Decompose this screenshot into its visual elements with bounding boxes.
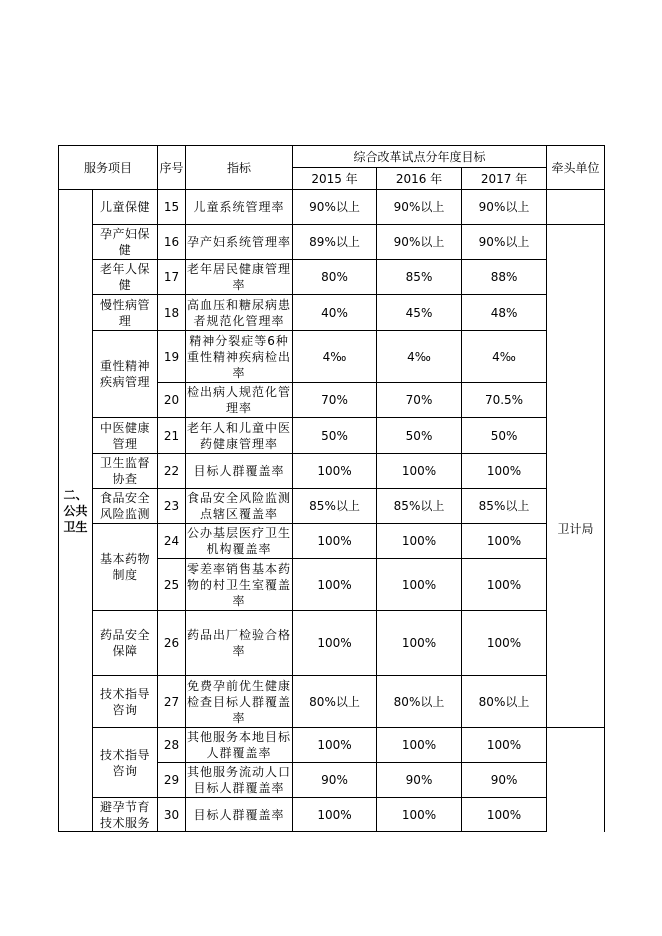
value-cell: 89%以上 bbox=[293, 225, 377, 260]
category-cell: 二、公共卫生 bbox=[59, 190, 93, 832]
table-row bbox=[59, 524, 605, 559]
value-cell: 100% bbox=[377, 611, 462, 676]
value-cell: 100% bbox=[293, 454, 377, 489]
value-cell: 40% bbox=[293, 295, 377, 331]
dept-cell-empty bbox=[547, 190, 605, 225]
sub-item-cell: 药品安全保障 bbox=[93, 611, 158, 676]
dept-cell-empty bbox=[547, 260, 605, 295]
value-cell: 100% bbox=[377, 559, 462, 611]
value-cell: 4‰ bbox=[377, 331, 462, 383]
indicator-cell: 零差率销售基本药物的村卫生室覆盖率 bbox=[186, 559, 293, 611]
sub-item-cell: 技术指导咨询 bbox=[93, 676, 158, 728]
seq-cell: 23 bbox=[158, 489, 186, 524]
seq-cell: 16 bbox=[158, 225, 186, 260]
header-seq: 序号 bbox=[158, 146, 186, 190]
header-service-item: 服务项目 bbox=[59, 146, 158, 190]
value-cell: 100% bbox=[293, 611, 377, 676]
sub-item-cell: 儿童保健 bbox=[93, 190, 158, 225]
header-year-2016: 2016 年 bbox=[377, 168, 462, 190]
value-cell: 90%以上 bbox=[462, 190, 547, 225]
indicator-cell: 精神分裂症等6种重性精神疾病检出率 bbox=[186, 331, 293, 383]
table-row bbox=[59, 611, 605, 676]
dept-cell-empty bbox=[547, 225, 605, 260]
value-cell: 70% bbox=[377, 383, 462, 418]
sub-item-cell: 卫生监督协查 bbox=[93, 454, 158, 489]
value-cell: 100% bbox=[462, 559, 547, 611]
value-cell: 80%以上 bbox=[293, 676, 377, 728]
sub-item-cell: 慢性病管理 bbox=[93, 295, 158, 331]
sub-item-cell: 孕产妇保健 bbox=[93, 225, 158, 260]
seq-cell: 15 bbox=[158, 190, 186, 225]
value-cell: 100% bbox=[377, 454, 462, 489]
header-year-2017: 2017 年 bbox=[462, 168, 547, 190]
header-dept: 牵头单位 bbox=[547, 146, 605, 190]
table-row bbox=[59, 489, 605, 524]
table-row bbox=[59, 454, 605, 489]
sub-item-cell: 老年人保健 bbox=[93, 260, 158, 295]
seq-cell: 24 bbox=[158, 524, 186, 559]
table-row bbox=[59, 676, 605, 728]
value-cell: 100% bbox=[462, 524, 547, 559]
value-cell: 50% bbox=[377, 418, 462, 454]
header-goal-group: 综合改革试点分年度目标 bbox=[293, 146, 547, 168]
value-cell: 100% bbox=[293, 728, 377, 763]
value-cell: 80% bbox=[293, 260, 377, 295]
value-cell: 85%以上 bbox=[462, 489, 547, 524]
value-cell: 90% bbox=[377, 763, 462, 798]
indicator-cell: 免费孕前优生健康检查目标人群覆盖率 bbox=[186, 676, 293, 728]
seq-cell: 30 bbox=[158, 798, 186, 832]
seq-cell: 28 bbox=[158, 728, 186, 763]
indicator-cell: 高血压和糖尿病患者规范化管理率 bbox=[186, 295, 293, 331]
seq-cell: 25 bbox=[158, 559, 186, 611]
seq-cell: 17 bbox=[158, 260, 186, 295]
indicator-cell: 孕产妇系统管理率 bbox=[186, 225, 293, 260]
value-cell: 100% bbox=[377, 728, 462, 763]
value-cell: 90% bbox=[293, 763, 377, 798]
seq-cell: 29 bbox=[158, 763, 186, 798]
table-row bbox=[59, 331, 605, 383]
value-cell: 4‰ bbox=[293, 331, 377, 383]
seq-cell: 27 bbox=[158, 676, 186, 728]
seq-cell: 19 bbox=[158, 331, 186, 383]
value-cell: 100% bbox=[462, 728, 547, 763]
seq-cell: 21 bbox=[158, 418, 186, 454]
value-cell: 45% bbox=[377, 295, 462, 331]
value-cell: 90%以上 bbox=[377, 225, 462, 260]
value-cell: 85%以上 bbox=[377, 489, 462, 524]
value-cell: 85% bbox=[377, 260, 462, 295]
goals-table bbox=[58, 145, 605, 832]
table-row bbox=[59, 225, 605, 260]
indicator-cell: 老年居民健康管理率 bbox=[186, 260, 293, 295]
indicator-cell: 食品安全风险监测点辖区覆盖率 bbox=[186, 489, 293, 524]
sub-item-cell: 中医健康管理 bbox=[93, 418, 158, 454]
table-row bbox=[59, 418, 605, 454]
seq-cell: 18 bbox=[158, 295, 186, 331]
value-cell: 100% bbox=[377, 798, 462, 832]
value-cell: 4‰ bbox=[462, 331, 547, 383]
value-cell: 90%以上 bbox=[462, 225, 547, 260]
indicator-cell: 儿童系统管理率 bbox=[186, 190, 293, 225]
value-cell: 100% bbox=[293, 559, 377, 611]
value-cell: 85%以上 bbox=[293, 489, 377, 524]
indicator-cell: 公办基层医疗卫生机构覆盖率 bbox=[186, 524, 293, 559]
indicator-cell: 药品出厂检验合格率 bbox=[186, 611, 293, 676]
value-cell: 48% bbox=[462, 295, 547, 331]
seq-cell: 22 bbox=[158, 454, 186, 489]
indicator-cell: 目标人群覆盖率 bbox=[186, 798, 293, 832]
value-cell: 100% bbox=[293, 524, 377, 559]
value-cell: 50% bbox=[462, 418, 547, 454]
indicator-cell: 目标人群覆盖率 bbox=[186, 454, 293, 489]
value-cell: 100% bbox=[293, 798, 377, 832]
dept-cell-empty bbox=[547, 295, 605, 331]
sub-item-cell: 基本药物制度 bbox=[93, 524, 158, 611]
header-indicator: 指标 bbox=[186, 146, 293, 190]
table-row bbox=[59, 728, 605, 763]
seq-cell: 26 bbox=[158, 611, 186, 676]
seq-cell: 20 bbox=[158, 383, 186, 418]
indicator-cell: 检出病人规范化管理率 bbox=[186, 383, 293, 418]
value-cell: 90%以上 bbox=[293, 190, 377, 225]
sub-item-cell: 避孕节育技术服务 bbox=[93, 798, 158, 832]
value-cell: 100% bbox=[462, 798, 547, 832]
value-cell: 90% bbox=[462, 763, 547, 798]
dept-cell: 卫计局 bbox=[547, 331, 605, 728]
header-year-2015: 2015 年 bbox=[293, 168, 377, 190]
indicator-cell: 其他服务流动人口目标人群覆盖率 bbox=[186, 763, 293, 798]
table-row bbox=[59, 190, 605, 225]
sub-item-cell: 技术指导咨询 bbox=[93, 728, 158, 798]
indicator-cell: 其他服务本地目标人群覆盖率 bbox=[186, 728, 293, 763]
value-cell: 100% bbox=[377, 524, 462, 559]
table-row bbox=[59, 260, 605, 295]
value-cell: 100% bbox=[462, 454, 547, 489]
table-row bbox=[59, 798, 605, 832]
value-cell: 50% bbox=[293, 418, 377, 454]
indicator-cell: 老年人和儿童中医药健康管理率 bbox=[186, 418, 293, 454]
value-cell: 70% bbox=[293, 383, 377, 418]
sub-item-cell: 食品安全风险监测 bbox=[93, 489, 158, 524]
value-cell: 90%以上 bbox=[377, 190, 462, 225]
value-cell: 80%以上 bbox=[377, 676, 462, 728]
value-cell: 80%以上 bbox=[462, 676, 547, 728]
value-cell: 88% bbox=[462, 260, 547, 295]
table-row bbox=[59, 295, 605, 331]
value-cell: 100% bbox=[462, 611, 547, 676]
sub-item-cell: 重性精神疾病管理 bbox=[93, 331, 158, 418]
value-cell: 70.5% bbox=[462, 383, 547, 418]
